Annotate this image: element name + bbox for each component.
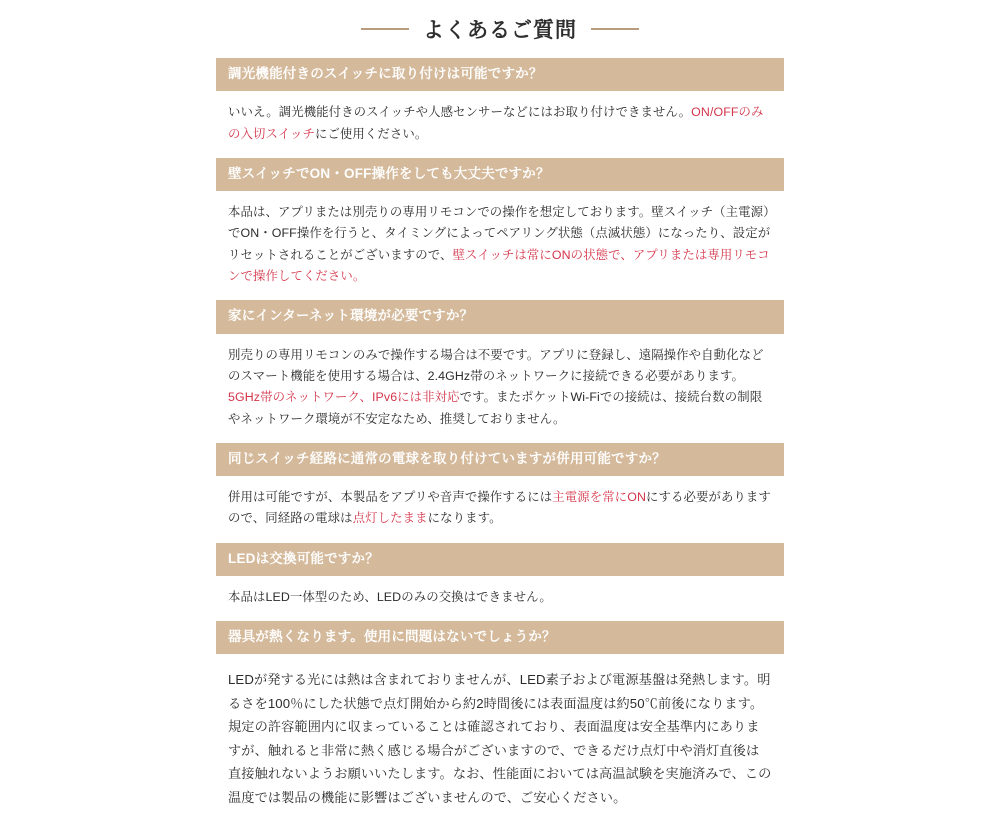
header-rule-left: [361, 28, 409, 30]
answer-text: 別売りの専用リモコンのみで操作する場合は不要です。アプリに登録し、遠隔操作や自動化などのスマート機能を使用する場合は、2.4GHz帯のネットワークに接続できる必要があります。: [228, 347, 764, 383]
answer-highlight: 主電源を常にON: [552, 490, 646, 505]
answer-text: 本品はLED一体型のため、LEDのみの交換はできません。: [228, 589, 552, 604]
faq-item: [216, 158, 784, 301]
answer-text: にする必要がありますので、同経路の電球は: [228, 490, 771, 526]
faq-question: 器具が熱くなります。使用に問題はないでしょうか？: [216, 621, 784, 654]
answer-highlight: 点灯したまま: [352, 511, 428, 526]
faq-answer: [216, 191, 784, 300]
faq-answer: [216, 576, 784, 621]
faq-item: [216, 543, 784, 622]
faq-answer: [216, 476, 784, 543]
answer-highlight: 5GHz帯のネットワーク、IPv6には非対応: [228, 390, 460, 405]
header-rule-right: [591, 28, 639, 30]
answer-text: にご使用ください。: [314, 126, 428, 141]
answer-text: 本品は、アプリまたは別売りの専用リモコンでの操作を想定しております。壁スイッチ（主電源）でON・OFF操作を行うと、タイミングによってペアリング状態（点滅状態）になったり、設定がリセットされることがございますので、: [228, 205, 771, 262]
faq-item: [216, 58, 784, 158]
answer-highlight: 壁スイッチは常にONの状態で、アプリまたは専用リモコンで操作してください。: [228, 247, 770, 284]
faq-question: 調光機能付きのスイッチに取り付けは可能ですか？: [216, 58, 784, 91]
faq-question: LEDは交換可能ですか？: [216, 543, 784, 576]
faq-answer: [216, 91, 784, 158]
faq-question: 壁スイッチでON・OFF操作をしても大丈夫ですか？: [216, 158, 784, 191]
answer-text: いいえ。調光機能付きのスイッチや人感センサーなどにはお取り付けできません。: [228, 105, 692, 120]
faq-header: [0, 0, 1000, 54]
faq-item: [216, 443, 784, 543]
answer-text: になります。: [427, 511, 502, 526]
faq-answer: [216, 654, 784, 822]
faq-item: [216, 300, 784, 443]
answer-text: です。またポケットWi-Fiでの接続は、接続台数の制限やネットワーク環境が不安定なため、推奨しておりません。: [228, 390, 763, 426]
answer-highlight: ON/OFFのみの入切スイッチ: [228, 105, 764, 141]
faq-answer: [216, 334, 784, 443]
faq-item: [216, 621, 784, 822]
answer-text: 併用は可能ですが、本製品をアプリや音声で操作するには: [228, 490, 553, 505]
answer-text: LEDが発する光には熱は含まれておりませんが、LED素子および電源基盤は発熱します。明るさを100％にした状態で点灯開始から約2時間後には表面温度は約50℃前後になります。規定の許容範囲内に収まっていることは確認されており、表面温度は安全基準内にありますが、触れると非常に熱く感じる場合がございますので、できるだけ点灯中や消灯直後は直接触れないようお願いいたします。なお、性能面においては高温試験を実施済みで、この温度では製品の機能に影響はございませんので、ご安心ください。: [228, 672, 772, 805]
faq-question: 家にインターネット環境が必要ですか？: [216, 300, 784, 333]
faq-list: [216, 54, 784, 822]
page-title: よくあるご質問: [423, 19, 577, 42]
faq-question: 同じスイッチ経路に通常の電球を取り付けていますが併用可能ですか？: [216, 443, 784, 476]
